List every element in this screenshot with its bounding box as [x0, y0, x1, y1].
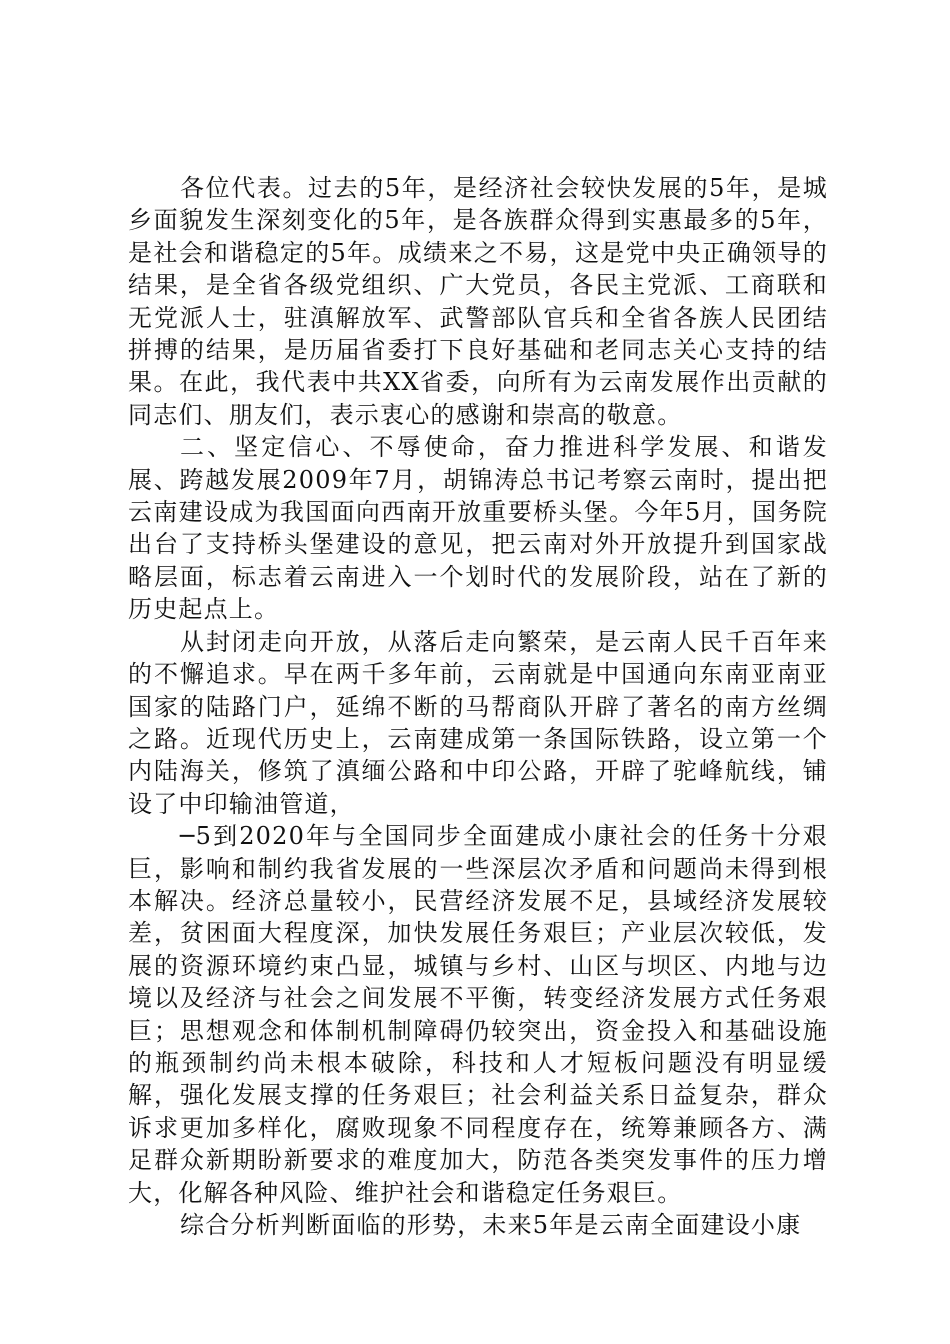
paragraph-bridgehead: 二、坚定信心、不辱使命，奋力推进科学发展、和谐发展、跨越发展2009年7月，胡锦涛总书记考察云南时，提出把云南建设成为我国面向西南开放重要桥头堡。今年5月，国务院出台了支持桥头堡建设的意见，把云南对外开放提升到国家战略层面，标志着云南进入一个划时代的发展阶段，站在了新的历史起点上。 — [128, 433, 828, 624]
paragraph-challenges: ─5到2020年与全国同步全面建成小康社会的任务十分艰巨，影响和制约我省发展的一些深层次矛盾和问题尚未得到根本解决。经济总量较小，民营经济发展不足，县域经济发展较差，贫困面大程度深，加快发展任务艰巨；产业层次较低，发展的资源环境约束凸显，城镇与乡村、山区与坝区、内地与边境以及经济与社会之间发展不平衡，转变经济发展方式任务艰巨；思想观念和体制机制障碍仍较突出，资金投入和基础设施的瓶颈制约尚未根本破除，科技和人才短板问题没有明显缓解，强化发展支撑的任务艰巨；社会利益关系日益复杂，群众诉求更加多样化，腐败现象不同程度存在，统筹兼顾各方、满足群众新期盼新要求的难度加大，防范各类突发事件的压力增大，化解各种风险、维护社会和谐稳定任务艰巨。 — [128, 822, 828, 1207]
paragraph-achievements: 各位代表。过去的5年，是经济社会较快发展的5年，是城乡面貌发生深刻变化的5年，是各族群众得到实惠最多的5年，是社会和谐稳定的5年。成绩来之不易，这是党中央正确领导的结果，是全省各级党组织、广大党员，各民主党派、工商联和无党派人士，驻滇解放军、武警部队官兵和全省各族人民团结拼搏的结果，是历届省委打下良好基础和老同志关心支持的结果。在此，我代表中共XX省委，向所有为云南发展作出贡献的同志们、朋友们，表示衷心的感谢和崇高的敬意。 — [128, 174, 828, 429]
document-body — [128, 172, 828, 1241]
paragraph-opening-history: 从封闭走向开放，从落后走向繁荣，是云南人民千百年来的不懈追求。早在两千多年前，云南就是中国通向东南亚南亚国家的陆路门户，延绵不断的马帮商队开辟了著名的南方丝绸之路。近现代历史上，云南建成第一条国际铁路，设立第一个内陆海关，修筑了滇缅公路和中印公路，开辟了驼峰航线，铺设了中印输油管道， — [128, 627, 828, 818]
paragraph-situation: 综合分析判断面临的形势，未来5年是云南全面建设小康 — [180, 1211, 802, 1239]
